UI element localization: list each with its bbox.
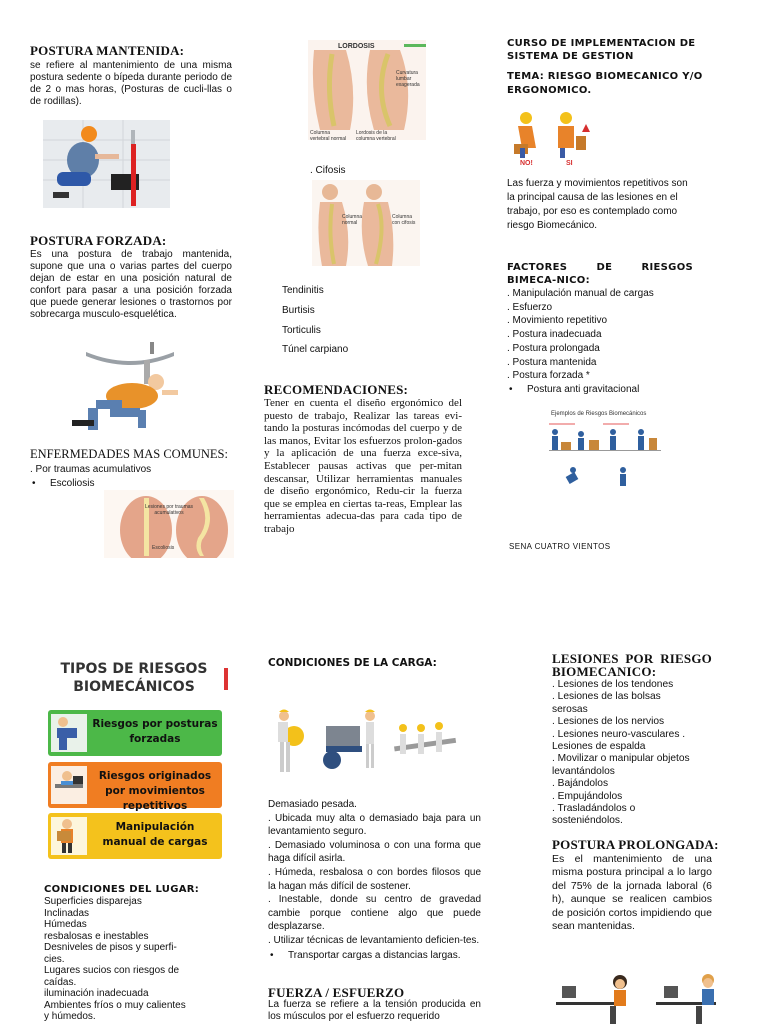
ejemplos-image (545, 408, 665, 492)
enfermedades-title: ENFERMEDADES MAS COMUNES: (30, 447, 228, 461)
carga-item: Demasiado pesada. (268, 799, 357, 810)
lugar-line: iluminación inadecuada (44, 988, 149, 999)
cifosis-label: . Cifosis (310, 165, 346, 176)
tipo-movimientos-icon (51, 766, 87, 804)
lugar-line: Ambientes fríos o muy calientes (44, 999, 186, 1011)
lugar-line: Desniveles de pisos y superfi- (44, 942, 177, 953)
cifosis-cap-cifosis: Columna con cifosis (392, 214, 416, 226)
recomendaciones-title: RECOMENDACIONES: (264, 382, 409, 397)
lesion-line: . Lesiones neuro-vasculares . (552, 728, 686, 740)
factor-item: . Postura inadecuada (507, 329, 602, 341)
fuerza-title: FUERZA / ESFUERZO (268, 985, 405, 1000)
lugar-line: caídas. (44, 976, 77, 988)
spines-image (104, 490, 234, 558)
carga-item: . Inestable, donde su centro de gravedad cambie porque contiene algo que puede desplazarse. (268, 894, 481, 933)
lesion-line: . Trasladándolos o (552, 803, 636, 815)
man-under-sink-image (66, 340, 196, 440)
factor-bullet: • Postura anti gravitacional (507, 383, 654, 397)
postura-mantenida-title: POSTURA MANTENIDA: (30, 43, 185, 58)
factor-item: . Esfuerzo (507, 301, 553, 313)
spine-caption-escoliosis: Escoliosis (152, 545, 175, 551)
lesion-line: . Lesiones de los tendones (552, 679, 674, 690)
lugar-line: y húmedos. (44, 1011, 96, 1022)
factores-title: FACTORES DE RIESGOS BIMECA-NICO: (507, 262, 693, 286)
tipo-label: Riesgos por posturas forzadas (92, 718, 218, 745)
office-workers-image (556, 966, 724, 1024)
spine-caption: Lesiones por traumas acumulativos (144, 504, 194, 516)
recomendaciones-text: Tener en cuenta el diseño ergonómico del puesto de trabajo, Realizar las tareas evi-tando la posturas incómodas del cuerpo y de las manos, Evitar los esfuerzos prolon-gados y la aplicación de una fuerza exce-siva, Establecer pausas activas que per-mitan descansar, Utilizar herramientas manuales de diseño ergonómico, Redu-cir la fuerza que se emplea en ciertas ta-reas, Emplear las herramientas adecua-das para cada tipo de trabajo (264, 397, 462, 535)
intro-text: Las fuerza y movimientos repetitivos son la principal causa de las lesiones en el trabajo, por eso es contemplado como riesgo Biomecánico. (507, 178, 688, 231)
tipos-title (44, 660, 224, 696)
carga-list (268, 798, 481, 962)
lordosis-cap-normal: Columna vertebral normal (310, 130, 347, 140)
carga-item: . Utilizar técnicas de levantamiento deficien-tes. (268, 934, 480, 946)
carga-item: . Demasiado voluminosa o con una forma que haga difícil asirla. (268, 839, 481, 865)
condition-item: Torticulis (282, 325, 321, 336)
enfermedades-bullet: • Escoliosis (30, 477, 94, 491)
cifosis-image (312, 180, 420, 266)
lugar-line: resbalosas e inestables (44, 930, 149, 942)
lesion-line: . Lesiones de las bolsas (552, 691, 661, 703)
postura-prolongada-text: Es el mantenimiento de una misma postura principal a lo largo del 75% de la jornada laboral (6 h), aunque se realicen cambios de posición cortos impidiendo que sean mantenidas. (552, 853, 712, 933)
carga-item: . Ubicada muy alta o demasiado baja para un levantamiento seguro. (268, 812, 481, 838)
tipos-title-line2: BIOMECÁNICOS (73, 679, 195, 695)
lesion-line: . Empujándolos (552, 790, 623, 802)
worker-crouching-image (43, 120, 170, 208)
lesion-line: sosteniéndolos. (552, 815, 623, 827)
factor-item: . Manipulación manual de cargas (507, 288, 654, 299)
condiciones-lugar-list (44, 896, 186, 1023)
postura-mantenida-text: se refiere al mantenimiento de una misma postura sedente o bípeda durante periodo de de 2 o mas horas, (Posturas de cucli-llas o de rodillas). (30, 60, 232, 107)
lifting-no-si-image (510, 110, 590, 172)
enfermedades-item: . Por traumas acumulativos (30, 464, 152, 475)
ejemplos-title: Ejemplos de Riesgos Biomecánicos (551, 411, 647, 417)
tipos-accent-mark (224, 668, 228, 690)
lesion-line: levantándolos (552, 765, 615, 777)
tema-title: TEMA: RIESGO BIOMECANICO Y/O ERGONOMICO. (507, 71, 703, 96)
condition-item: Tendinitis (282, 285, 324, 296)
lordosis-label: LORDOSIS (338, 43, 375, 50)
tipo-posturas-icon (51, 714, 87, 752)
lesion-line: . Movilizar o manipular objetos (552, 753, 690, 765)
lesion-line: . Bajándolos (552, 778, 609, 790)
carga-item: . Húmeda, resbalosa o con bordes filosos que la hagan más difícil de sostener. (268, 866, 481, 892)
condiciones-carga-title: CONDICIONES DE LA CARGA: (268, 657, 437, 669)
tipo-manipulacion-icon (51, 817, 87, 855)
lesiones-title: LESIONES POR RIESGO BIOMECANICO: (552, 651, 712, 679)
no-label: NO! (520, 160, 533, 167)
curso-title: CURSO DE IMPLEMENTACION DE SISTEMA DE GESTION (507, 38, 696, 62)
factor-item: . Movimiento repetitivo (507, 315, 608, 327)
lugar-line: Inclinadas (44, 907, 90, 919)
lesion-line: . Lesiones de los nervios (552, 716, 665, 728)
factor-item: . Postura forzada * (507, 370, 590, 382)
factor-item: . Postura prolongada (507, 342, 600, 354)
lordosis-cap-curvature: Curvatura lumbar exagerada (396, 70, 420, 88)
lordosis-cap-lordosis: Lordosis de la columna vertebral (356, 130, 396, 140)
lesion-line: Lesiones de espalda (552, 741, 646, 753)
cifosis-cap-normal: Columna normal (342, 214, 363, 226)
postura-forzada-text: Es una postura de trabajo mantenida, supone que una o varias partes del cuerpo dejan de estar en una posición natural de confort para pasar a una posición forzada que puede generar lesiones o trastornos por sobrecarga musculo-esquelética. (30, 249, 232, 320)
condiciones-lugar-title: CONDICIONES DEL LUGAR: (44, 884, 200, 895)
cargo-workers-image (266, 706, 462, 782)
lordosis-image (308, 40, 426, 140)
postura-forzada-title: POSTURA FORZADA: (30, 233, 167, 248)
tipo-movimientos-repetitivos-card (48, 762, 222, 812)
carga-bullet: • Transportar cargas a distancias largas. (268, 949, 481, 963)
si-label: SI (566, 160, 573, 167)
lugar-line: cies. (44, 953, 65, 965)
tipos-title-line1: TIPOS DE RIESGOS (60, 661, 208, 677)
fuerza-text: La fuerza se refiere a la tensión producida en los músculos por el esfuerzo requerido (268, 999, 481, 1022)
lugar-line: Húmedas (44, 919, 87, 930)
footer-sena: SENA CUATRO VIENTOS (509, 542, 611, 551)
tipo-label: Manipulación manual de cargas (102, 821, 208, 848)
lugar-line: Lugares sucios con riesgos de (44, 965, 180, 976)
factor-item: . Postura mantenida (507, 356, 597, 368)
tipo-label: Riesgos originados por movimientos repetitivos (98, 770, 212, 812)
tipo-posturas-forzadas-card (48, 710, 222, 756)
tipo-manipulacion-cargas-card (48, 813, 222, 859)
lugar-line: Superficies disparejas (44, 896, 142, 907)
condition-item: Túnel carpiano (282, 344, 349, 355)
lesion-line: serosas (552, 703, 588, 715)
condition-item: Burtisis (282, 305, 315, 316)
lesiones-list (552, 679, 712, 828)
postura-prolongada-title: POSTURA PROLONGADA: (552, 837, 719, 852)
factores-list (507, 287, 654, 397)
